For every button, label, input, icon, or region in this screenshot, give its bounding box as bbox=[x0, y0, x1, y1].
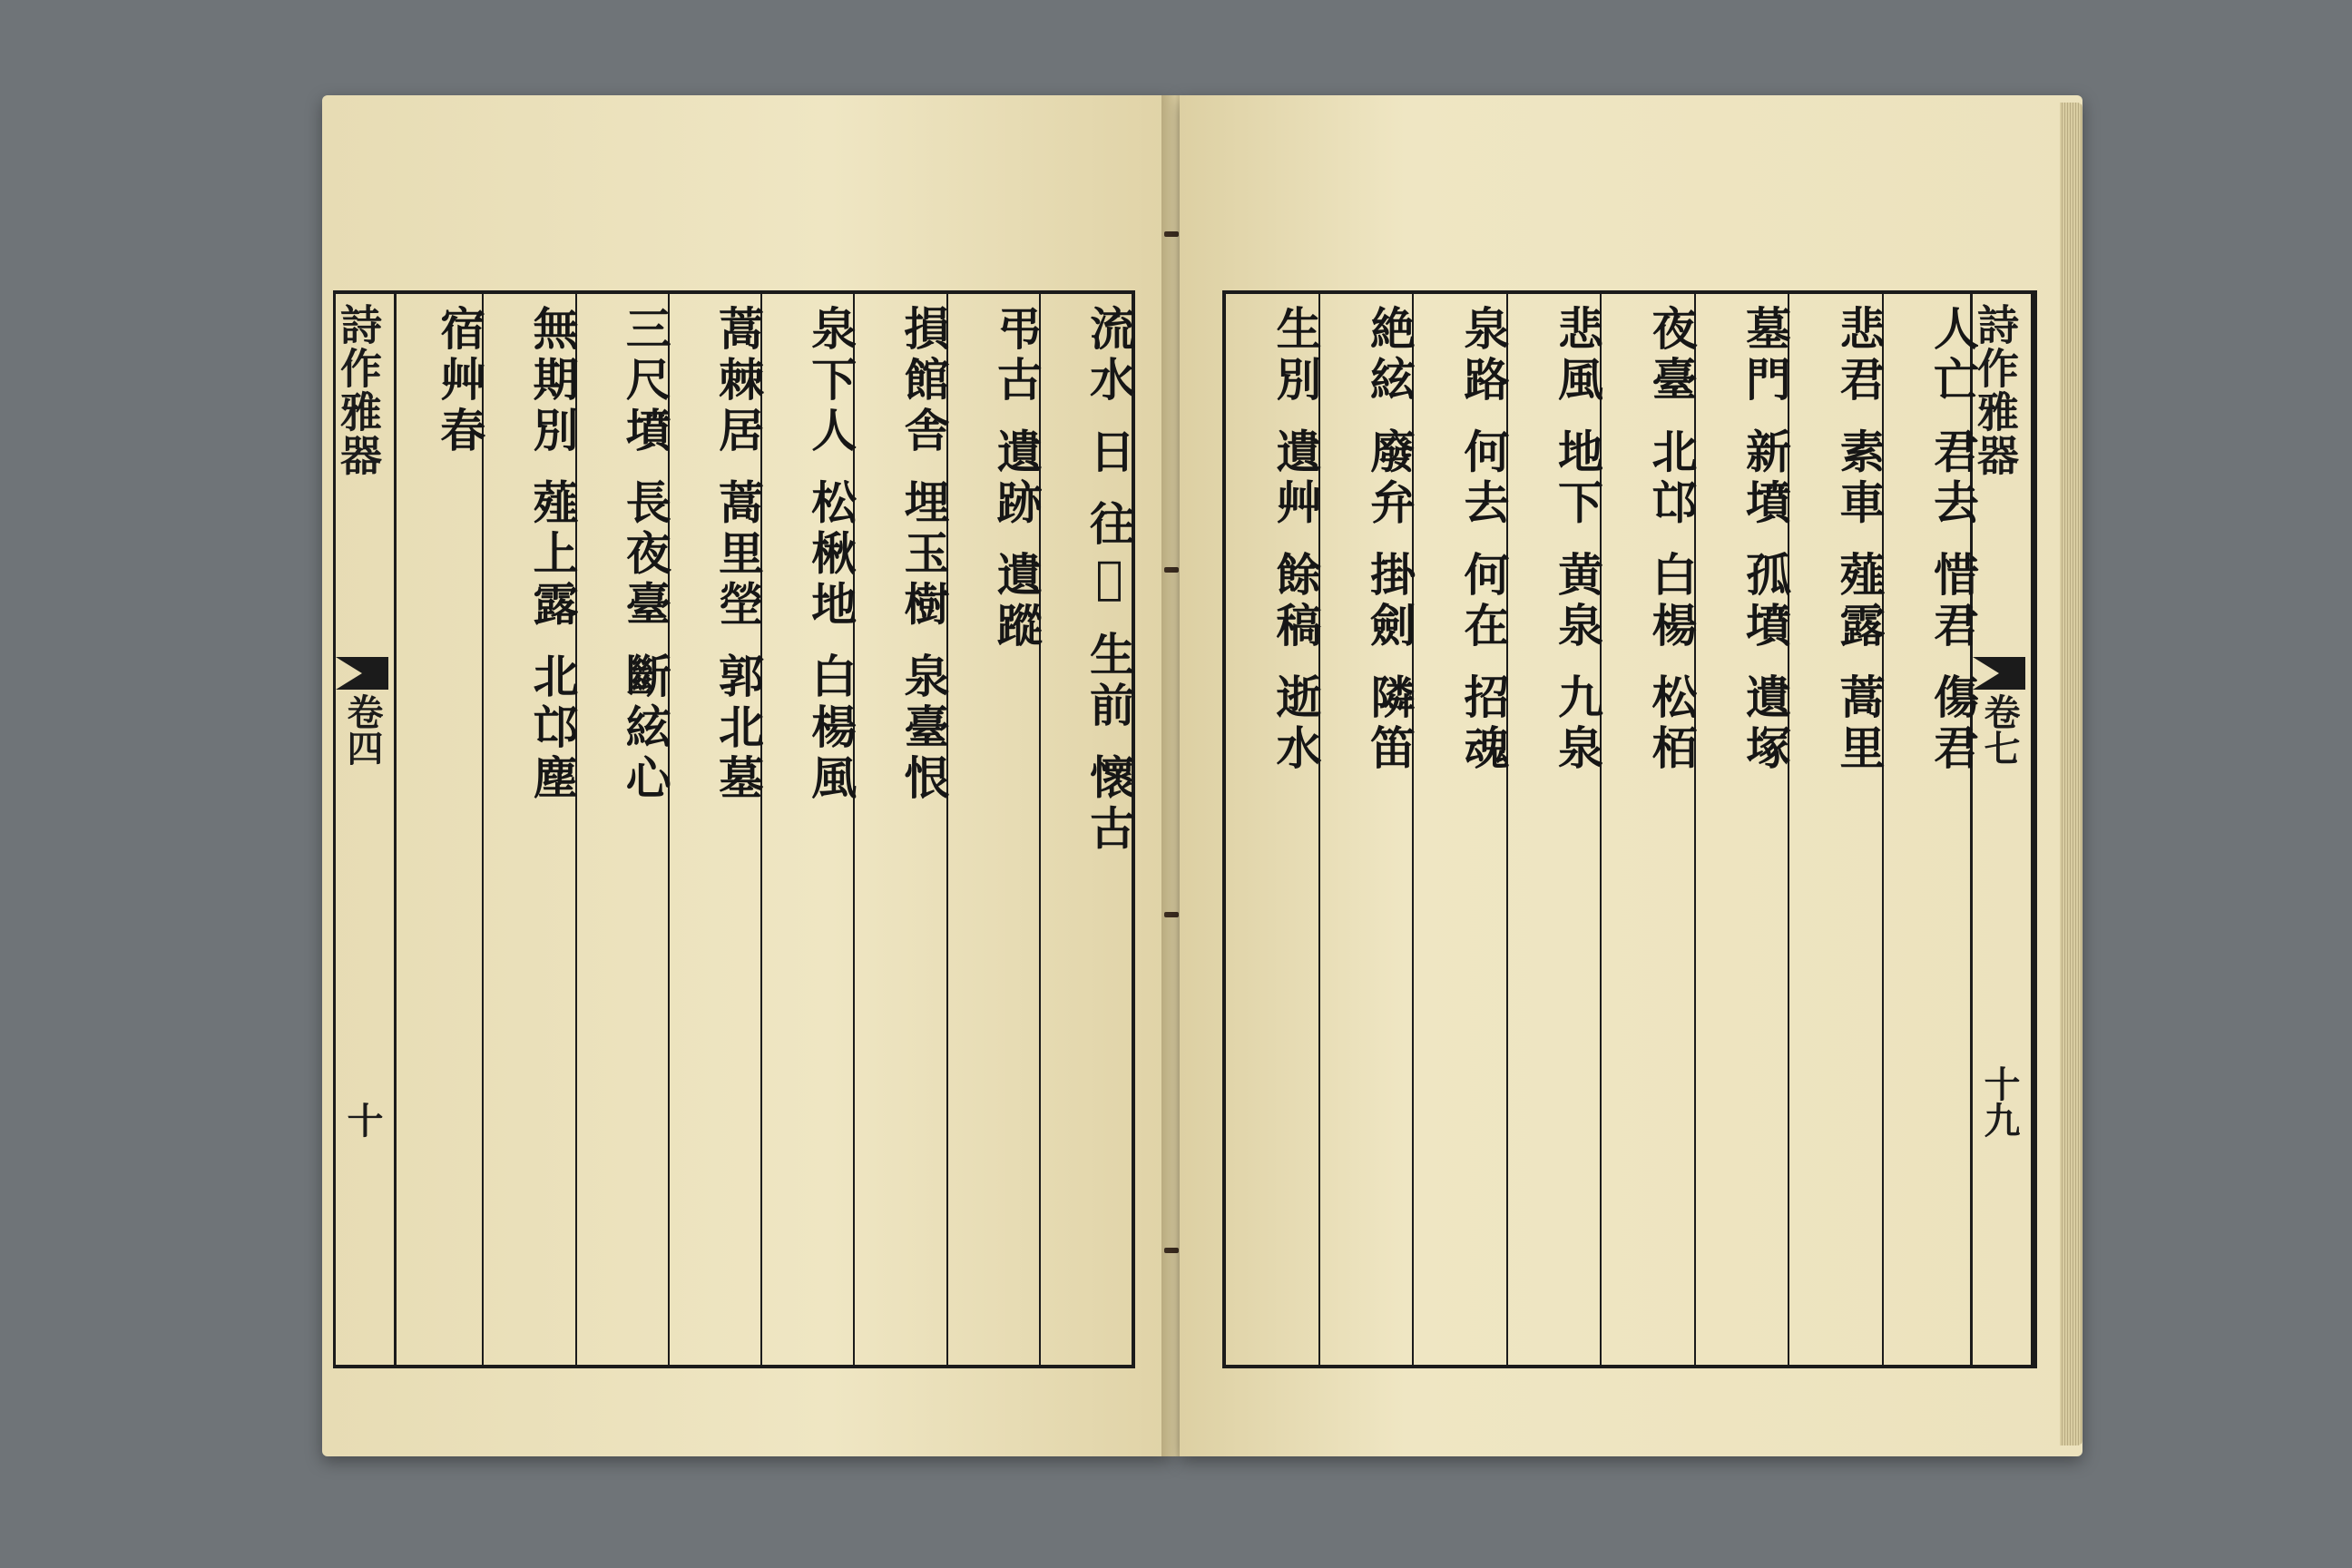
right-page-frame bbox=[1222, 290, 2037, 1368]
column-text: 流水 日 往𠫤 生前 懷古 bbox=[1083, 305, 1136, 856]
binding-stitch bbox=[1164, 1248, 1179, 1253]
right-fishtail-mark bbox=[1973, 657, 2025, 690]
column-text: 弔古 遺跡 遺蹤 bbox=[989, 305, 1044, 652]
open-book bbox=[322, 95, 2082, 1456]
left-page-banner bbox=[333, 294, 397, 1365]
right-page-columns bbox=[1226, 294, 1980, 1365]
text-column bbox=[1600, 294, 1699, 1365]
column-text: 無期別 薤上露 北邙塵 bbox=[525, 305, 580, 805]
text-column bbox=[853, 294, 951, 1365]
text-column bbox=[1694, 294, 1792, 1365]
column-text: 蒿棘居 蒿里塋 郭北墓 bbox=[711, 305, 765, 805]
left-banner-title: 詩作雅器 bbox=[334, 303, 383, 477]
text-column bbox=[760, 294, 858, 1365]
column-text: 夜臺 北邙 白楊 松栢 bbox=[1644, 305, 1699, 776]
text-column bbox=[1788, 294, 1886, 1365]
text-column bbox=[1412, 294, 1511, 1365]
column-text: 生別 遺艸 餘稿 逝水 bbox=[1269, 305, 1323, 776]
text-column bbox=[1318, 294, 1416, 1365]
text-column bbox=[668, 294, 765, 1365]
column-text: 悲風 地下 黄泉 九泉 bbox=[1551, 305, 1604, 776]
column-text: 人亡 君去 惜君 傷君 bbox=[1926, 305, 1980, 776]
left-fishtail-mark bbox=[336, 657, 388, 690]
left-page-frame bbox=[333, 290, 1135, 1368]
column-text: 宿艸春 bbox=[433, 305, 487, 457]
text-column bbox=[1506, 294, 1604, 1365]
right-banner-title: 詩作雅器 bbox=[1971, 303, 2020, 477]
right-page bbox=[1180, 95, 2082, 1456]
text-column bbox=[391, 294, 487, 1365]
text-column bbox=[1226, 294, 1323, 1365]
text-column bbox=[482, 294, 580, 1365]
page-edges bbox=[2060, 103, 2082, 1446]
binding-stitch bbox=[1164, 567, 1179, 573]
left-page bbox=[322, 95, 1171, 1456]
left-page-columns bbox=[391, 294, 1136, 1365]
column-text: 悲君 素車 薤露 蒿里 bbox=[1832, 305, 1886, 776]
column-text: 三尺墳 長夜臺 斷絃心 bbox=[618, 305, 672, 805]
column-text: 絶絃 廢弁 掛劍 隣笛 bbox=[1363, 305, 1416, 776]
text-column bbox=[1882, 294, 1980, 1365]
column-text: 泉下人 松楸地 白楊風 bbox=[804, 305, 858, 805]
binding-stitch bbox=[1164, 912, 1179, 917]
column-text: 墓門 新墳 孤墳 遺塚 bbox=[1739, 305, 1792, 776]
right-banner-volume: 卷七 bbox=[1978, 693, 2021, 766]
text-column bbox=[575, 294, 672, 1365]
binding-stitch bbox=[1164, 231, 1179, 237]
left-banner-volume: 卷四 bbox=[341, 693, 384, 766]
right-banner-page-number: 十九 bbox=[1978, 1065, 2021, 1138]
text-column bbox=[1039, 294, 1136, 1365]
left-banner-page-number: 十 bbox=[341, 1102, 384, 1138]
text-column bbox=[946, 294, 1044, 1365]
column-text: 泉路 何去 何在 招魂 bbox=[1456, 305, 1511, 776]
column-text: 損館舎 埋玉樹 泉臺恨 bbox=[897, 305, 951, 805]
